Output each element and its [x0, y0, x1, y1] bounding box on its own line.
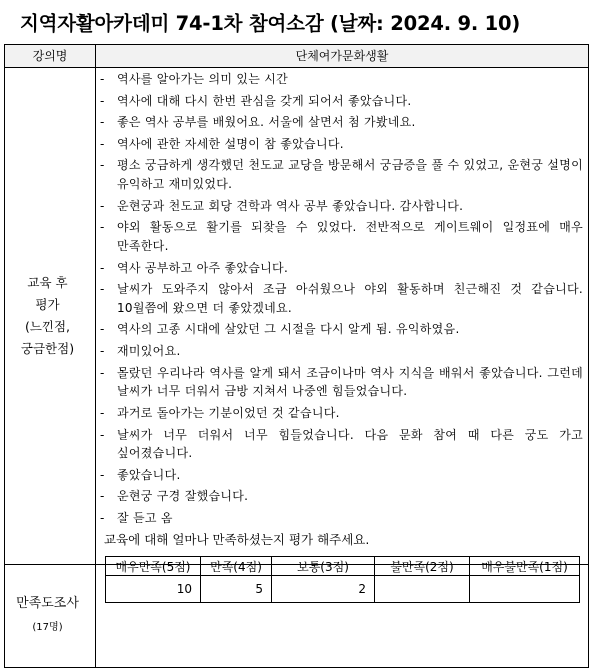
- comment-item: - 잘 듣고 옴: [100, 511, 173, 526]
- evaluation-label-line: 궁금한점): [20, 341, 75, 356]
- rating-header: 매우만족(5점): [106, 557, 201, 576]
- comment-text: 운현궁 구경 잘했습니다.: [117, 489, 249, 504]
- comment-text: 좋았습니다.: [117, 467, 181, 482]
- evaluation-label-line: 교육 후: [27, 275, 68, 290]
- comment-item: - 재미있어요.: [100, 344, 181, 359]
- comment-text: 역사 공부하고 아주 좋았습니다.: [117, 260, 289, 275]
- rating-header: 만족(4점): [201, 557, 272, 576]
- comment-item: - 날씨가 너무 더워서 너무 힘들었습니다. 다음 문화 참여 때 다른 궁도 가고 싶어졌습니다.: [100, 427, 583, 461]
- page-title: 지역자활아카데미 74-1차 참여소감 (날짜: 2024. 9. 10): [20, 12, 521, 35]
- satisfaction-value-row: [106, 576, 580, 603]
- comment-item: - 좋은 역사 공부를 배웠어요. 서울에 살면서 첨 가봤네요.: [100, 115, 416, 130]
- evaluation-label-line: 평가: [35, 297, 60, 312]
- respondent-count: (17명): [32, 622, 63, 633]
- comment-text: 역사를 알아가는 의미 있는 시간: [117, 72, 289, 86]
- comment-text: 과거로 돌아가는 기분이었던 것 같습니다.: [117, 405, 340, 420]
- comment-text: 날씨가 너무 더워서 너무 힘들었습니다. 다음 문화 참여 때 다른 궁도 가고 싶어졌습니다.: [117, 427, 583, 461]
- rating-count: 10: [106, 576, 201, 603]
- comment-text: 역사에 관한 자세한 설명이 참 좋았습니다.: [117, 136, 344, 151]
- comment-item: - 좋았습니다.: [100, 467, 181, 482]
- course-name: 단체여가문화생활: [295, 49, 389, 63]
- comment-item: - 평소 궁금하게 생각했던 천도교 교당을 방문해서 궁금증을 풀 수 있었고, 운현궁 설명이 유익하고 재미있었다.: [100, 158, 583, 192]
- rating-header: 불만족(2점): [375, 557, 470, 576]
- rating-count: [375, 576, 470, 603]
- evaluation-label-line: (느낀점,: [24, 319, 71, 334]
- comment-item: - 날씨가 도와주지 않아서 조금 아쉬웠으나 야외 활동하며 친근해진 것 같습니다. 10월쯤에 왔으면 더 좋았겠네요.: [100, 282, 583, 315]
- course-label: 강의명: [32, 49, 68, 63]
- rating-count: 5: [201, 576, 272, 603]
- rating-count: [470, 576, 580, 603]
- comment-text: 몰랐던 우리나라 역사를 알게 돼서 조금이나마 역사 지식을 배워서 좋았습니다. 그런데 날씨가 너무 더워서 금방 지쳐서 나중엔 힘들었습니다.: [117, 365, 583, 399]
- comment-item: - 역사 공부하고 아주 좋았습니다.: [100, 260, 289, 275]
- comment-item: - 역사에 대해 다시 한번 관심을 갖게 되어서 좋았습니다.: [100, 93, 412, 108]
- header-divider: [5, 67, 588, 68]
- rating-count: 2: [272, 576, 375, 603]
- comment-item: - 역사의 고종 시대에 살았던 그 시절을 다시 알게 됨. 유익하였음.: [100, 322, 460, 337]
- satisfaction-header-row: [106, 557, 580, 576]
- comment-text: 운현궁과 천도교 회당 견학과 역사 공부 좋았습니다. 감사합니다.: [117, 198, 464, 213]
- comment-item: - 역사를 알아가는 의미 있는 시간: [100, 72, 289, 86]
- comment-item: - 역사에 관한 자세한 설명이 참 좋았습니다.: [100, 136, 344, 151]
- comment-item: - 과거로 돌아가는 기분이었던 것 같습니다.: [100, 405, 340, 420]
- comment-item: - 야외 활동으로 활기를 되찾을 수 있었다. 전반적으로 게이트웨이 일정표에 매우 만족한다.: [100, 220, 583, 253]
- comment-item: - 운현궁 구경 잘했습니다.: [100, 489, 249, 504]
- comment-text: 역사에 대해 다시 한번 관심을 갖게 되어서 좋았습니다.: [117, 93, 412, 108]
- satisfaction-table: [105, 556, 580, 603]
- comment-text: 야외 활동으로 활기를 되찾을 수 있었다. 전반적으로 게이트웨이 일정표에 매우 만족한다.: [117, 220, 583, 253]
- comment-text: 재미있어요.: [117, 344, 181, 359]
- comment-text: 잘 듣고 옴: [117, 511, 173, 526]
- rating-header: 보통(3점): [272, 557, 375, 576]
- comment-item: - 몰랐던 우리나라 역사를 알게 돼서 조금이나마 역사 지식을 배워서 좋았습니다. 그런데 날씨가 너무 더워서 금방 지쳐서 나중엔 힘들었습니다.: [100, 365, 583, 399]
- comment-text: 평소 궁금하게 생각했던 천도교 교당을 방문해서 궁금증을 풀 수 있었고, 운현궁 설명이 유익하고 재미있었다.: [117, 158, 583, 192]
- comment-text: 날씨가 도와주지 않아서 조금 아쉬웠으나 야외 활동하며 친근해진 것 같습니다. 10월쯤에 왔으면 더 좋았겠네요.: [117, 282, 583, 315]
- comment-text: 역사의 고종 시대에 살았던 그 시절을 다시 알게 됨. 유익하였음.: [117, 322, 460, 337]
- satisfaction-label: 만족도조사: [16, 596, 79, 611]
- satisfaction-question: 교육에 대해 얼마나 만족하셨는지 평가 해주세요.: [104, 532, 370, 547]
- comment-text: 좋은 역사 공부를 배웠어요. 서울에 살면서 첨 가봤네요.: [117, 115, 416, 130]
- rating-header: 매우불만족(1점): [470, 557, 580, 576]
- comment-item: - 운현궁과 천도교 회당 견학과 역사 공부 좋았습니다. 감사합니다.: [100, 198, 464, 213]
- comment-list: [97, 70, 583, 531]
- column-divider: [95, 45, 96, 667]
